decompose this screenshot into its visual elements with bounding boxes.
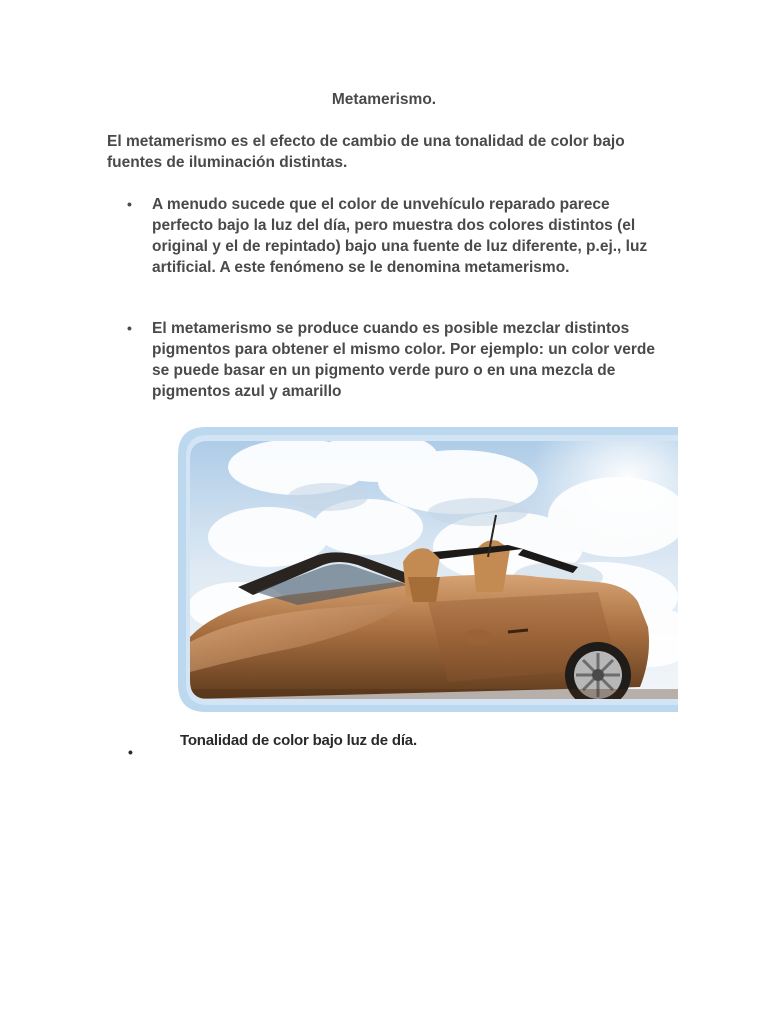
car-illustration [178,427,678,712]
document-title: Metamerismo. [331,91,437,108]
empty-bullet: • [128,744,133,760]
figure-caption: Tonalidad de color bajo luz de día. [180,732,417,749]
convertible-car-image [178,427,678,712]
bullet-text: El metamerismo se produce cuando es posible mezclar distintos pigmentos para obtener el mismo color. Por ejemplo: un color verde se puede basar en un pigmento verde puro o en una mezcla de pigmentos azul y amarillo [152,320,656,400]
bullet-dot: • [127,320,132,336]
intro-paragraph: El metamerismo es el efecto de cambio de una tonalidad de color bajo fuentes de iluminación distintas. [107,133,625,171]
bullet-text: A menudo sucede que el color de unvehículo reparado parece perfecto bajo la luz del día, pero muestra dos colores distintos (el original y el de repintado) bajo una fuente de luz diferente, p.ej., luz artificial. A este fenómeno se le denomina metamerismo. [152,196,648,276]
bullet-dot: • [127,196,132,212]
